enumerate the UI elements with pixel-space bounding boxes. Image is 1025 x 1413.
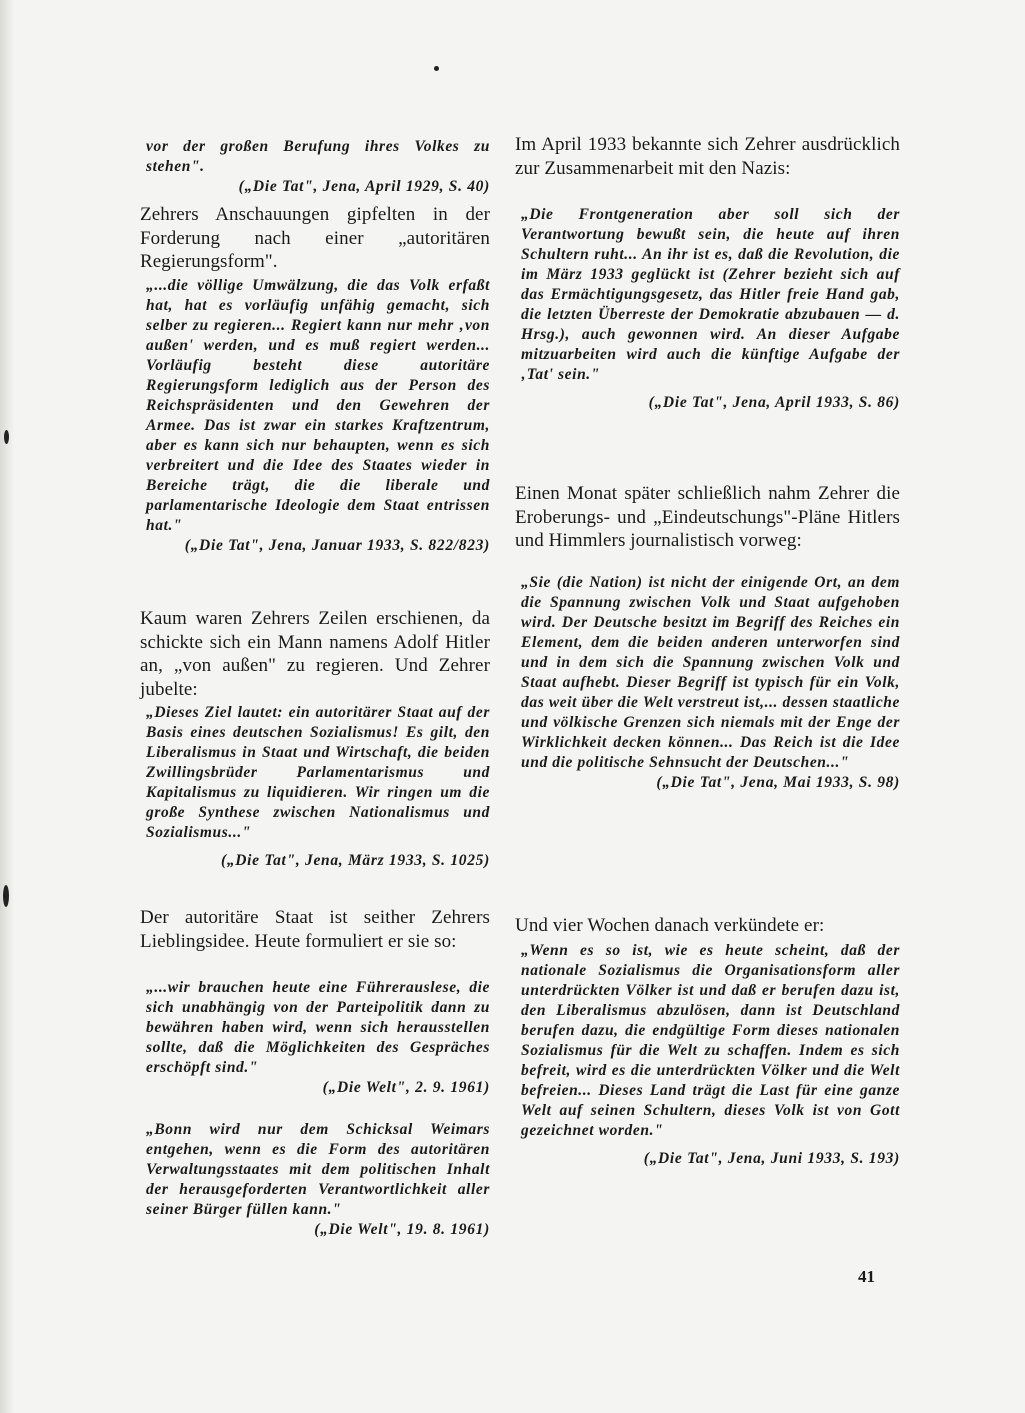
paragraph-text: Und vier Wochen danach verkündete er: bbox=[515, 915, 825, 936]
paragraph-text: Zehrers Anschauungen gipfelten in der Forderung nach einer „autoritären Regierungsform". bbox=[140, 204, 490, 272]
paragraph-text: Der autoritäre Staat ist seither Zehrers Lieblingsidee. Heute formuliert er sie so: bbox=[140, 907, 490, 952]
scan-speck bbox=[3, 885, 9, 907]
paragraph bbox=[515, 133, 900, 180]
scan-speck bbox=[434, 66, 439, 71]
quote-text: „Dieses Ziel lautet: ein autoritärer Staat auf der Basis eines deutschen Sozialismus! Es gilt, den Liberalismus in Staat und Wirtschaft, die beiden Zwillingsbrüder Parlamentarismus und Kapitalismus zu liquidieren. Wir ringen um die große Synthese zwischen Nationalismus und Sozialismus..." bbox=[146, 704, 490, 841]
quote-continuation bbox=[140, 137, 490, 197]
quote-citation: („Die Tat", Jena, April 1933, S. 86) bbox=[648, 394, 900, 411]
quote-text: „Wenn es so ist, wie es heute scheint, daß der nationale Sozialismus die Organisationsform aller unterdrückten Völker ist und daß er berufen dazu ist, den Liberalismus abzulösen, dann ist Deutschland berufen dazu, die endgültige Form dieses nationalen Sozialismus für die Welt zu schaffen. Indem es sich befreit, wird es die unterdrückten Völker und die Welt befreien... Dieses Land trägt die Last für eine ganze Welt auf seinen Schultern, dieses Volk ist von Gott gezeichnet worden." bbox=[521, 942, 900, 1139]
paragraph-text: Kaum waren Zehrers Zeilen erschienen, da schickte sich ein Mann namens Adolf Hitler an, „von außen" zu regieren. Und Zehrer jubelte: bbox=[140, 608, 490, 700]
quote-citation: („Die Welt", 19. 8. 1961) bbox=[314, 1221, 490, 1238]
block-quote bbox=[140, 1120, 490, 1240]
quote-text: „...die völlige Umwälzung, die das Volk erfaßt hat, hat es vorläufig unfähig gemacht, sich selber zu regieren... Regiert kann nur mehr ‚von außen' werden, und es muß regiert werden... Vorläufig besteht diese autoritäre Regierungsform lediglich aus der Person des Reichspräsidenten und den Gewehren der Armee. Das ist zwar ein starkes Kraftzentrum, aber es kann sich nur behaupten, wenn es sich verbreitert und die Idee des Staates wieder in Bereiche trägt, die die liberale und parlamentarische Ideologie dem Staat entrissen hat." bbox=[146, 277, 490, 534]
paragraph bbox=[515, 914, 900, 938]
scan-speck bbox=[4, 430, 9, 444]
paragraph-text: Im April 1933 bekannte sich Zehrer ausdrücklich zur Zusammenarbeit mit den Nazis: bbox=[515, 134, 900, 179]
quote-text: „Bonn wird nur dem Schicksal Weimars entgehen, wenn es die Form des autoritären Verwaltungsstaates mit dem politischen Inhalt der herausgeforderten Verantwortlichkeit aller seiner Bürger füllen kann." bbox=[146, 1121, 490, 1218]
quote-text: „Die Frontgeneration aber soll sich der Verantwortung bewußt sein, die heute auf ihren Schultern ruht... An ihr ist es, daß die Revolution, die im März 1933 geglückt ist (Zehrer bezieht sich auf das Ermächtigungsgesetz, das Hitler freie Hand gab, die letzten Überreste der Demokratie abzubauen — d. Hrsg.), auch gewonnen wird. An dieser Aufgabe mitzuarbeiten wird auch die künftige Aufgabe der ‚Tat' sein." bbox=[521, 206, 900, 383]
paragraph bbox=[515, 482, 900, 553]
quote-citation: („Die Tat", Jena, März 1933, S. 1025) bbox=[220, 852, 490, 869]
block-quote bbox=[140, 978, 490, 1098]
block-quote bbox=[515, 573, 900, 793]
scan-edge-shadow bbox=[0, 0, 14, 1413]
quote-text: „Sie (die Nation) ist nicht der einigende Ort, an dem die Spannung zwischen Volk und Staat aufgehoben wird. Der Deutsche besitzt im Begriff des Reiches ein Element, dem die beiden anderen unterworfen sind und in dem sich die Spannung zwischen Volk und Staat aufhebt. Dieser Begriff ist typisch für ein Volk, das weit über die Welt verstreut ist,... dessen staatliche und völkische Grenzen sich niemals mit der Enge der Wirklichkeit decken können... Das Reich ist die Idee und die politische Sehnsucht der Deutschen..." bbox=[521, 574, 900, 771]
quote-citation: („Die Tat", Jena, Juni 1933, S. 193) bbox=[643, 1150, 900, 1167]
paragraph bbox=[140, 203, 490, 274]
paragraph-text: Einen Monat später schließlich nahm Zehrer die Eroberungs- und „Eindeutschungs"-Pläne Hitlers und Himmlers journalistisch vorweg: bbox=[515, 483, 900, 551]
quote-text: vor der großen Berufung ihres Volkes zu stehen". bbox=[146, 138, 490, 175]
block-quote bbox=[140, 703, 490, 871]
paragraph bbox=[140, 607, 490, 701]
paragraph bbox=[140, 906, 490, 953]
quote-citation: („Die Welt", 2. 9. 1961) bbox=[322, 1079, 490, 1096]
block-quote bbox=[515, 205, 900, 413]
quote-citation: („Die Tat", Jena, Mai 1933, S. 98) bbox=[656, 774, 900, 791]
block-quote bbox=[515, 941, 900, 1169]
quote-text: „...wir brauchen heute eine Führerauslese, die sich unabhängig von der Parteipolitik dann zu bewähren haben wird, wenn sich herausstellen sollte, daß die Möglichkeiten des Gespräches erschöpft sind." bbox=[146, 979, 490, 1076]
quote-citation: („Die Tat", Jena, Januar 1933, S. 822/823) bbox=[184, 537, 490, 554]
block-quote bbox=[140, 276, 490, 556]
page-number: 41 bbox=[858, 1267, 875, 1286]
quote-citation: („Die Tat", Jena, April 1929, S. 40) bbox=[238, 178, 490, 195]
